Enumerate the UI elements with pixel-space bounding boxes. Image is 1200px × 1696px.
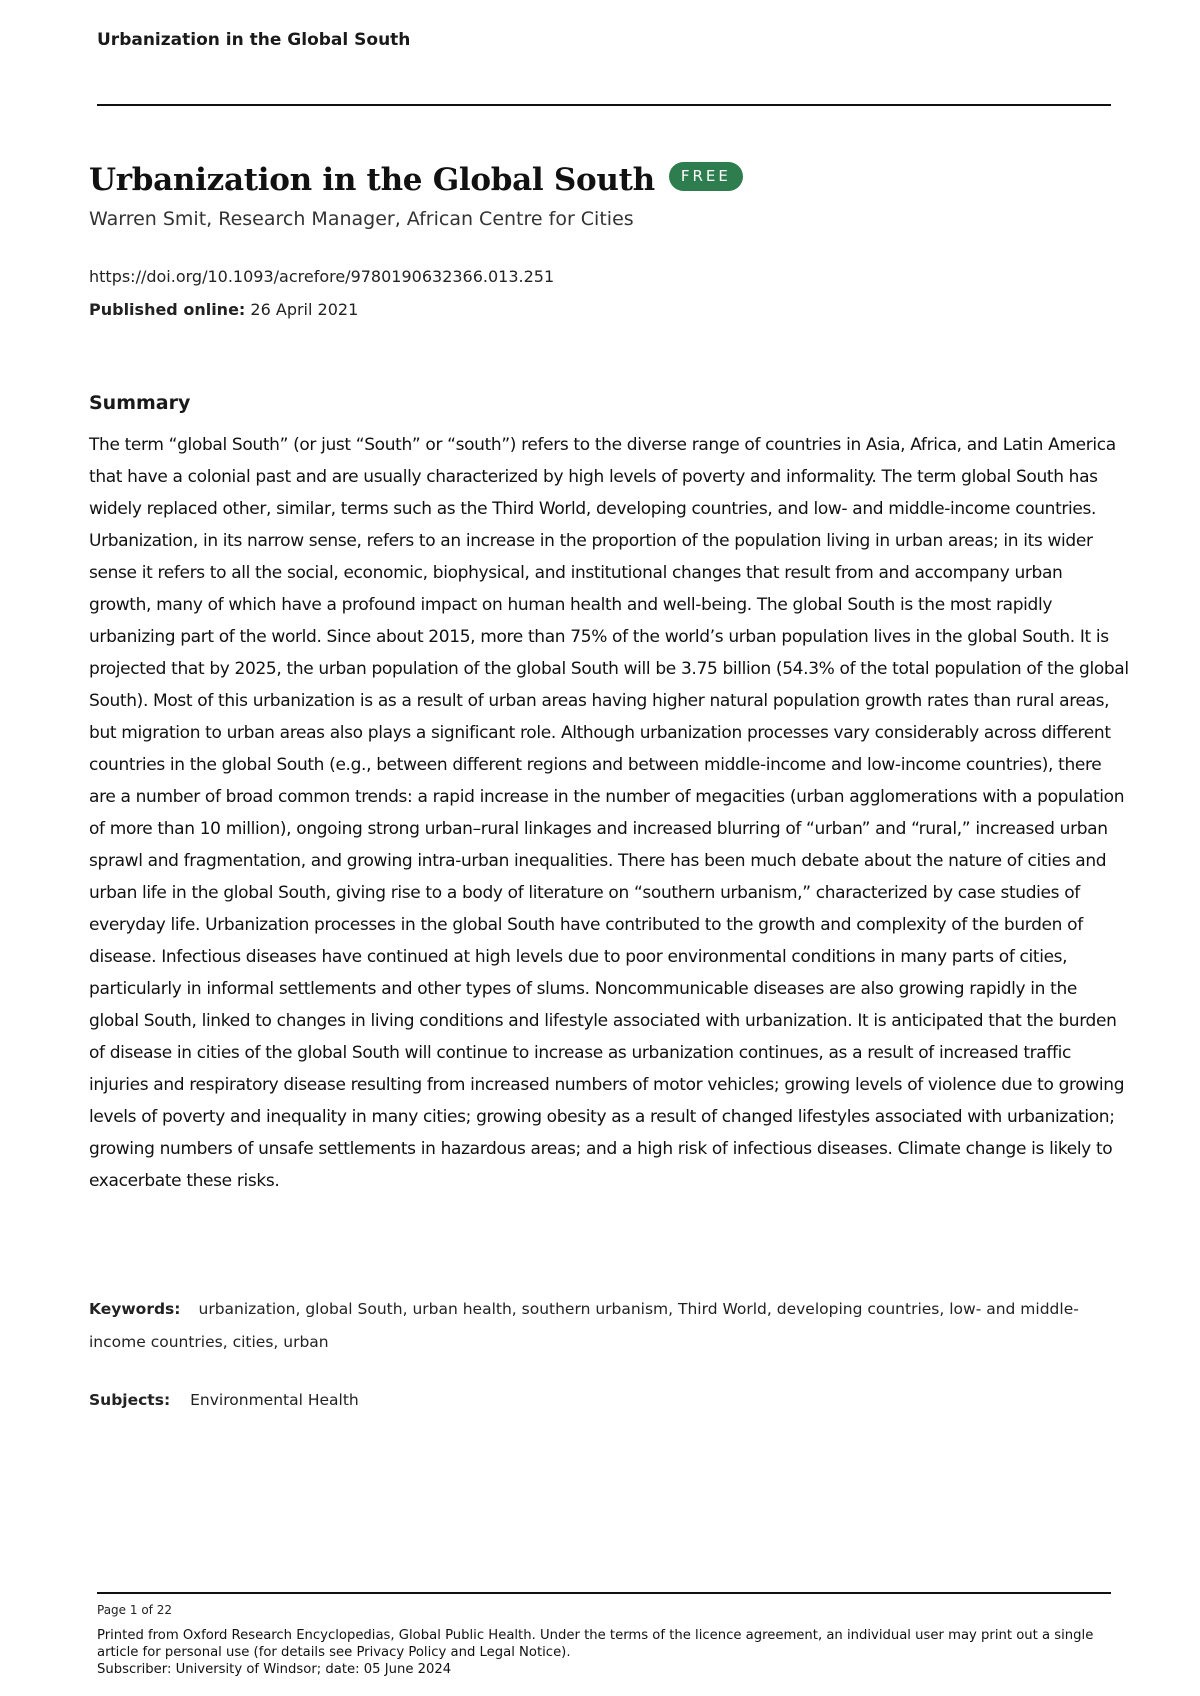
doi-link[interactable]: https://doi.org/10.1093/acrefore/9780190632366.013.251 — [89, 267, 555, 286]
subjects-label: Subjects: — [89, 1391, 171, 1409]
subscriber-info: Subscriber: University of Windsor; date: 05 June 2024 — [97, 1662, 452, 1677]
article-title-row — [89, 162, 743, 198]
published-online — [89, 300, 358, 319]
keywords-section — [89, 1293, 1099, 1359]
header-divider — [97, 104, 1111, 106]
footer-notice — [97, 1627, 1127, 1678]
footer-divider — [97, 1592, 1111, 1594]
subjects-section — [89, 1391, 359, 1409]
published-label: Published online: — [89, 300, 246, 319]
article-title: Urbanization in the Global South — [89, 162, 655, 198]
summary-text: The term “global South” (or just “South” or “south”) refers to the diverse range of countries in Asia, Africa, and Latin America that have a colonial past and are usually characterized by high levels of poverty and informality. The term global South has widely replaced other, similar, terms such as the Third World, developing countries, and low- and middle-income countries. Urbanization, in its narrow sense, refers to an increase in the proportion of the population living in urban areas; in its wider sense it refers to all the social, economic, biophysical, and institutional changes that result from and accompany urban growth, many of which have a profound impact on human health and well-being. The global South is the most rapidly urbanizing part of the world. Since about 2015, more than 75% of the world’s urban population lives in the global South. It is projected that by 2025, the urban population of the global South will be 3.75 billion (54.3% of the total population of the global South). Most of this urbanization is as a result of urban areas having higher natural population growth rates than rural areas, but migration to urban areas also plays a significant role. Although urbanization processes vary considerably across different countries in the global South (e.g., between different regions and between middle-income and low-income countries), there are a number of broad common trends: a rapid increase in the number of megacities (urban agglomerations with a population of more than 10 million), ongoing strong urban–rural linkages and increased blurring of “urban” and “rural,” increased urban sprawl and fragmentation, and growing intra-urban inequalities. There has been much debate about the nature of cities and urban life in the global South, giving rise to a body of literature on “southern urbanism,” characterized by case studies of everyday life. Urbanization processes in the global South have contributed to the growth and complexity of the burden of disease. Infectious diseases have continued at high levels due to poor environmental conditions in many parts of cities, particularly in informal settlements and other types of slums. Noncommunicable diseases are also growing rapidly in the global South, linked to changes in living conditions and lifestyle associated with urbanization. It is anticipated that the burden of disease in cities of the global South will continue to increase as urbanization continues, as a result of increased traffic injuries and respiratory disease resulting from increased numbers of motor vehicles; growing levels of violence due to growing levels of poverty and inequality in many cities; growing obesity as a result of changed lifestyles associated with urbanization; growing numbers of unsafe settlements in hazardous areas; and a high risk of infectious diseases. Climate change is likely to exacerbate these risks. — [89, 435, 1129, 1191]
published-date: 26 April 2021 — [250, 300, 359, 319]
subjects-value: Environmental Health — [190, 1391, 359, 1409]
running-header-title: Urbanization in the Global South — [97, 30, 411, 50]
summary-heading: Summary — [89, 392, 191, 414]
keywords-list: urbanization, global South, urban health, southern urbanism, Third World, developing countries, low- and middle-income countries, cities, urban — [89, 1300, 1079, 1351]
free-access-badge: FREE — [669, 162, 743, 191]
keywords-label: Keywords: — [89, 1300, 181, 1318]
author-line: Warren Smit, Research Manager, African Centre for Cities — [89, 208, 634, 230]
print-notice: Printed from Oxford Research Encyclopedias, Global Public Health. Under the terms of the licence agreement, an individual user may print out a single article for personal use (for details see Privacy Policy and Legal Notice). — [97, 1628, 1094, 1660]
page-number: Page 1 of 22 — [97, 1603, 172, 1617]
